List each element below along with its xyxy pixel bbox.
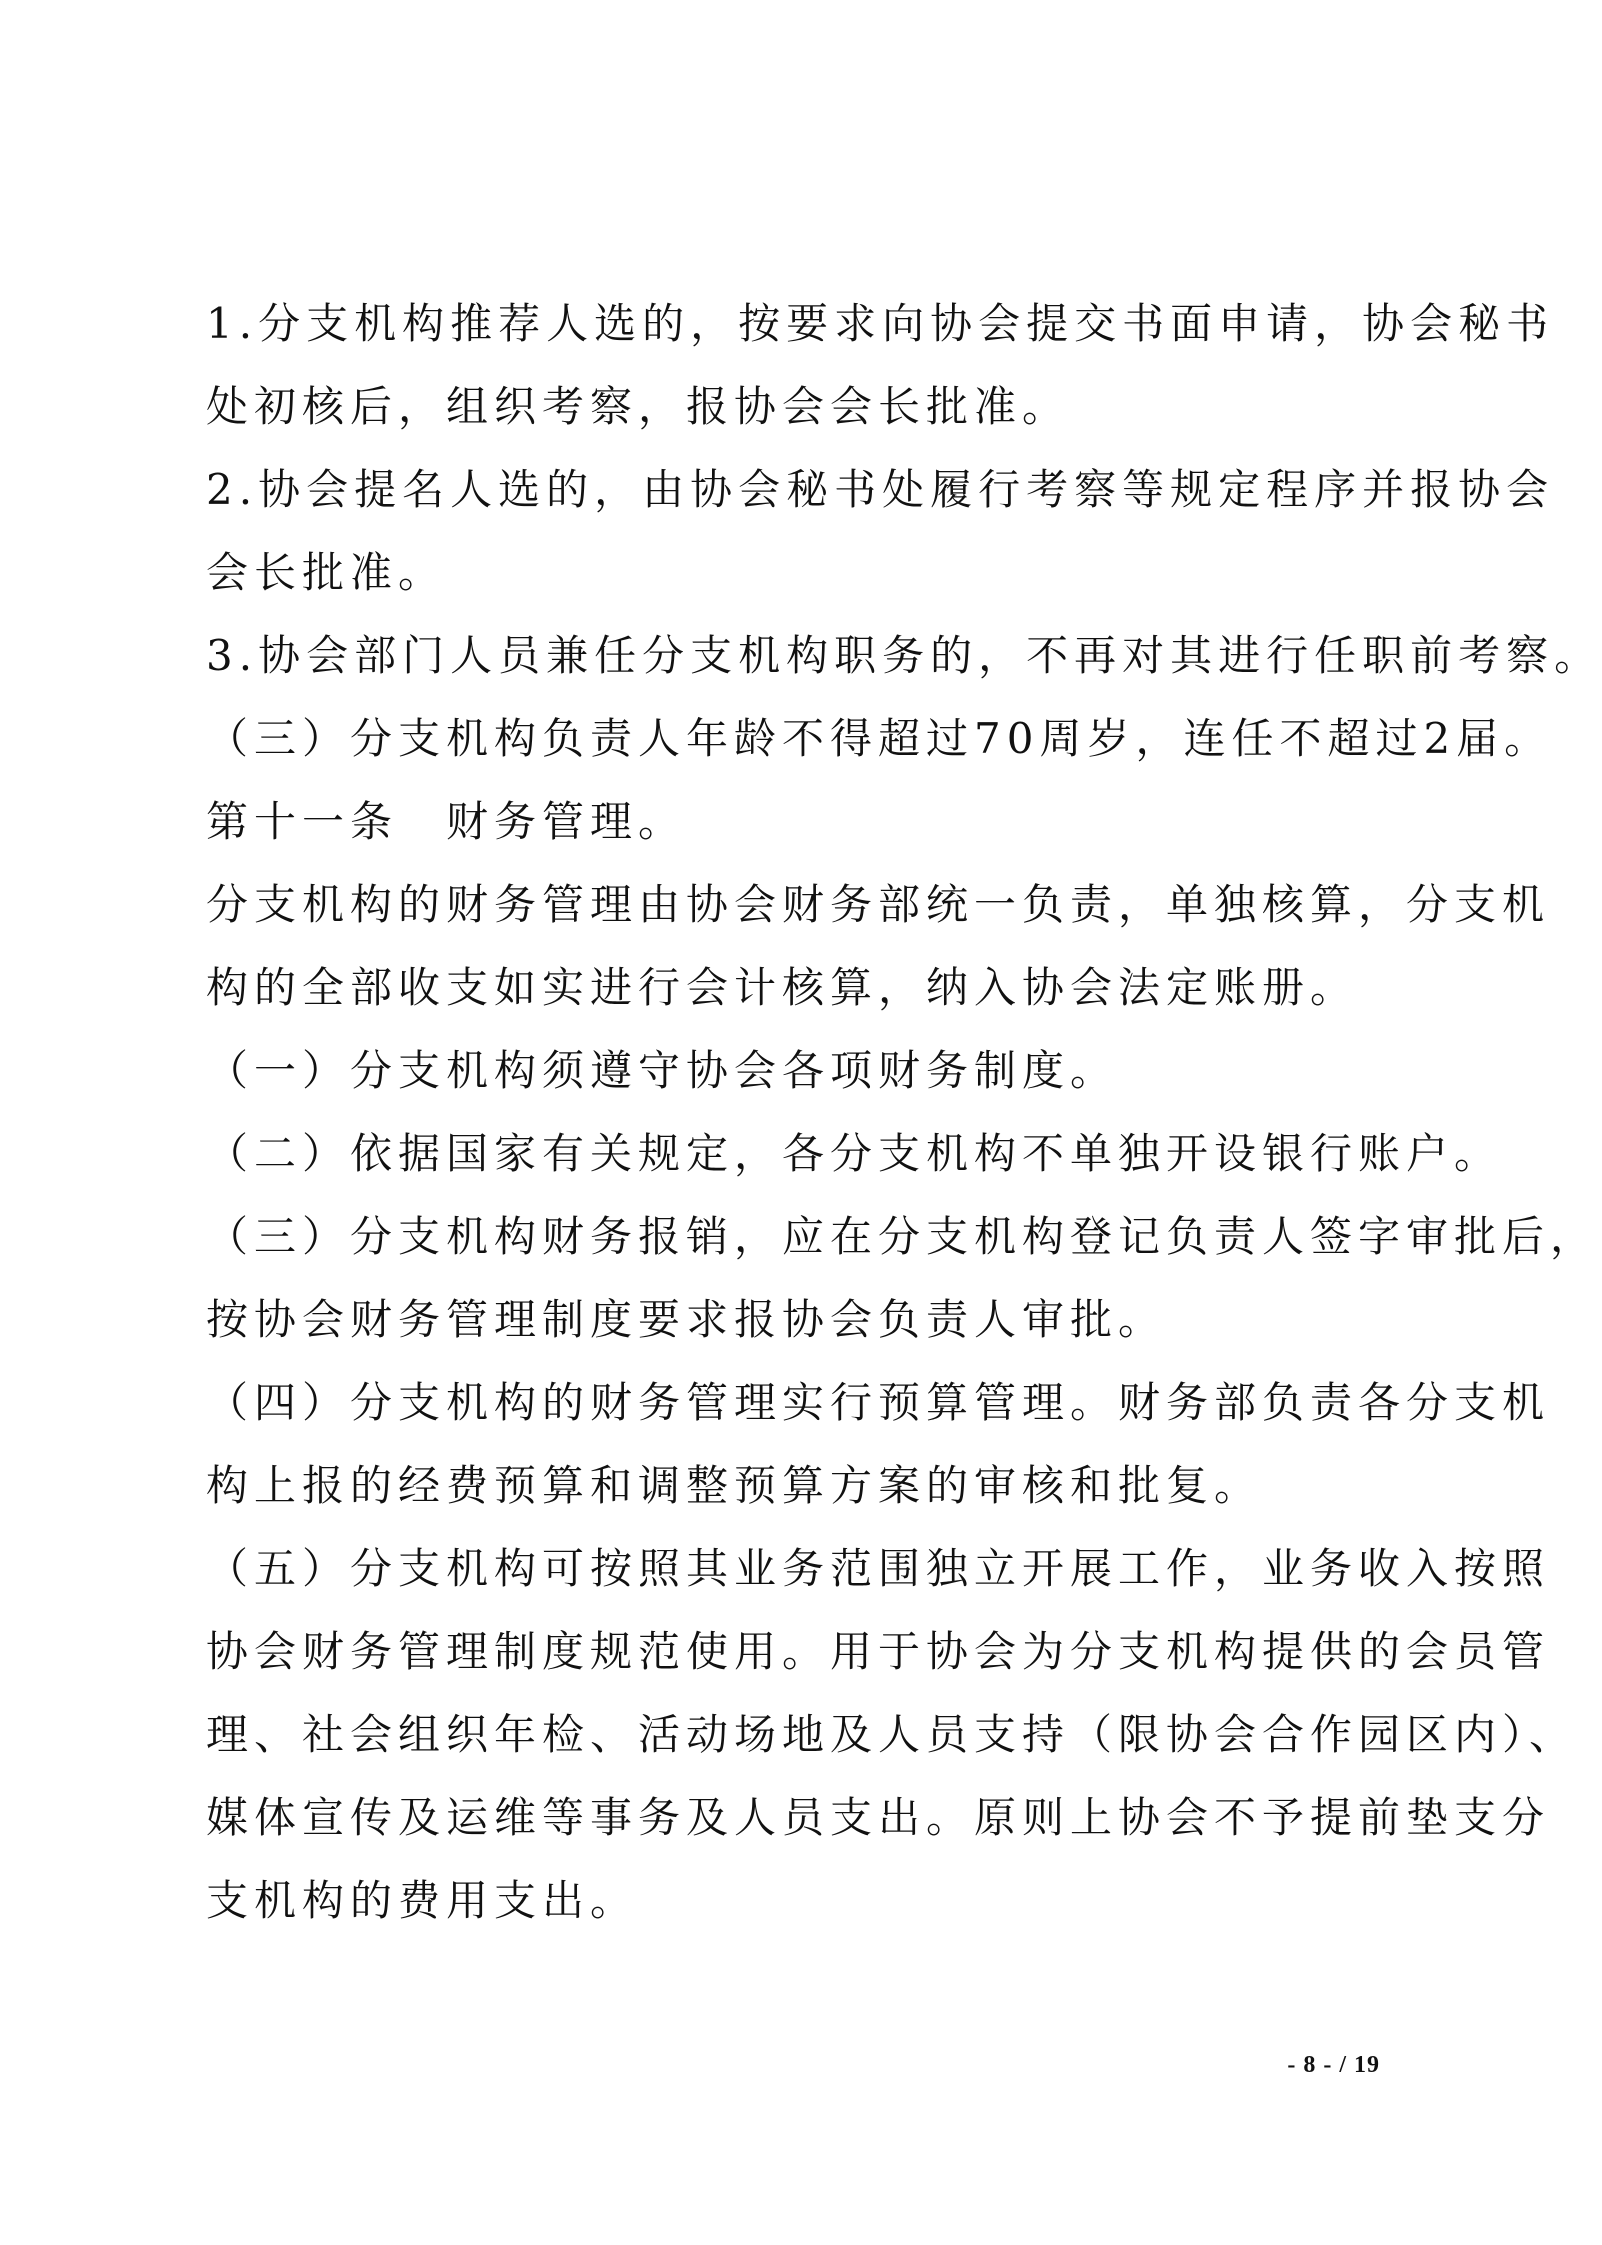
text-line: 2.协会提名人选的，由协会秘书处履行考察等规定程序并报协会 bbox=[206, 465, 1555, 514]
text-line: 1.分支机构推荐人选的，按要求向协会提交书面申请，协会秘书 bbox=[206, 299, 1555, 348]
text-line: （三）分支机构负责人年龄不得超过70周岁，连任不超过2届。 bbox=[206, 714, 1553, 763]
text-line: 构的全部收支如实进行会计核算，纳入协会法定账册。 bbox=[206, 963, 1359, 1012]
text-line: 处初核后，组织考察，报协会会长批准。 bbox=[206, 382, 1071, 431]
article-heading: 第十一条 财务管理。 bbox=[206, 797, 687, 846]
text-line: 按协会财务管理制度要求报协会负责人审批。 bbox=[206, 1295, 1167, 1344]
text-line: 3.协会部门人员兼任分支机构职务的，不再对其进行任职前考察。 bbox=[206, 631, 1602, 680]
text-line: 理、社会组织年检、活动场地及人员支持（限协会合作园区内）、 bbox=[206, 1710, 1578, 1759]
text-line: 支机构的费用支出。 bbox=[206, 1876, 639, 1925]
text-line: 媒体宣传及运维等事务及人员支出。原则上协会不予提前垫支分 bbox=[206, 1793, 1551, 1842]
document-body bbox=[206, 282, 1602, 1942]
text-line: （二）依据国家有关规定，各分支机构不单独开设银行账户。 bbox=[206, 1129, 1503, 1178]
text-line: （四）分支机构的财务管理实行预算管理。财务部负责各分支机 bbox=[206, 1378, 1551, 1427]
text-line: 协会财务管理制度规范使用。用于协会为分支机构提供的会员管 bbox=[206, 1627, 1551, 1676]
text-line: （五）分支机构可按照其业务范围独立开展工作，业务收入按照 bbox=[206, 1544, 1551, 1593]
text-line: 分支机构的财务管理由协会财务部统一负责，单独核算，分支机 bbox=[206, 880, 1551, 929]
text-line: 构上报的经费预算和调整预算方案的审核和批复。 bbox=[206, 1461, 1263, 1510]
text-line: （一）分支机构须遵守协会各项财务制度。 bbox=[206, 1046, 1119, 1095]
text-line: （三）分支机构财务报销，应在分支机构登记负责人签字审批后， bbox=[206, 1212, 1599, 1261]
page-number: - 8 - / 19 bbox=[1287, 2052, 1380, 2078]
text-line: 会长批准。 bbox=[206, 548, 447, 597]
